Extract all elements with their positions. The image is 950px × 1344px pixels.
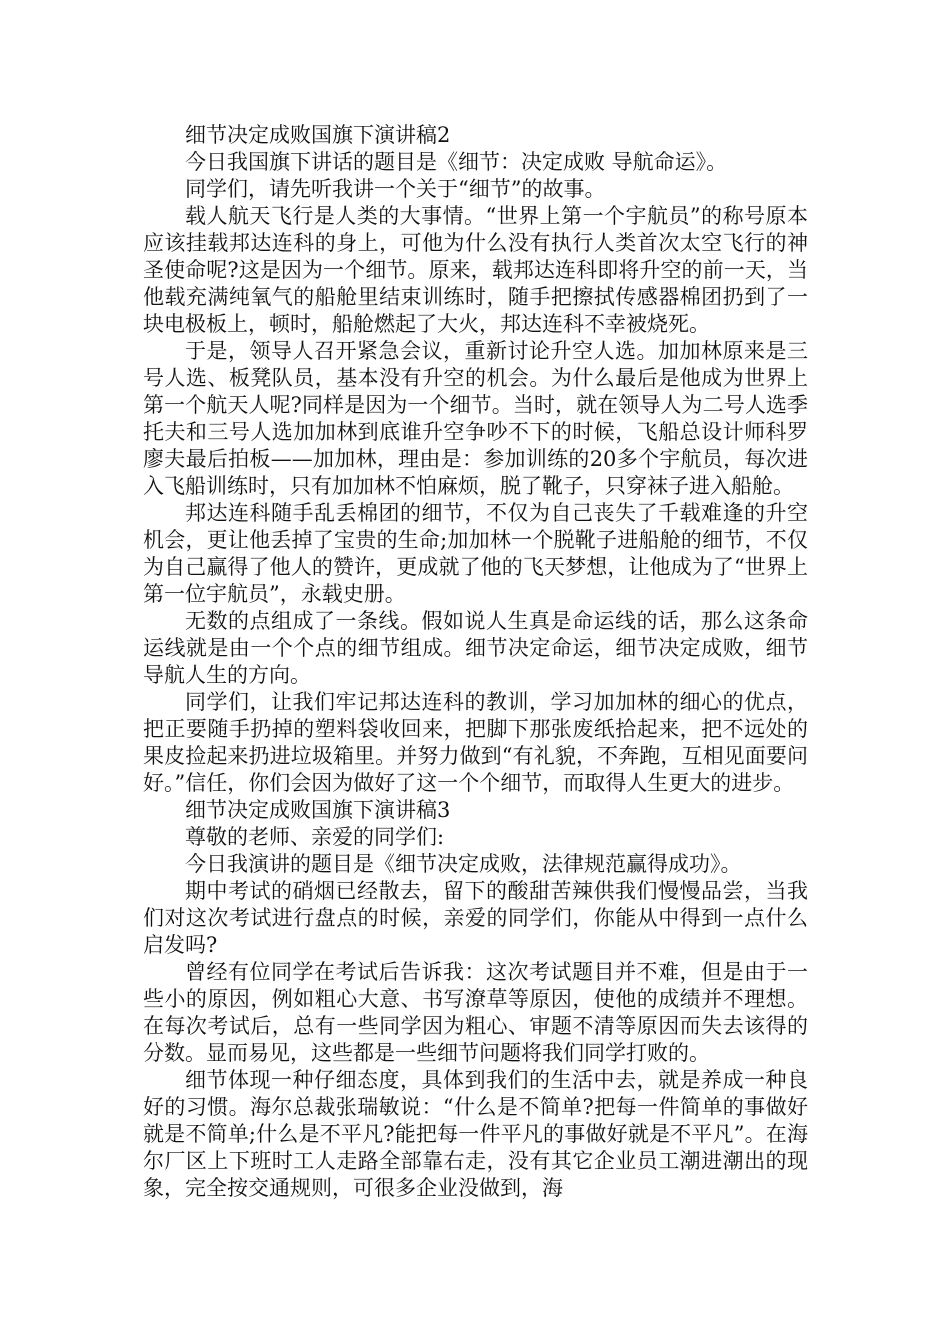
paragraph: 期中考试的硝烟已经散去，留下的酸甜苦辣供我们慢慢品尝，当我们对这次考试进行盘点的时候，亲爱的同学们，你能从中得到一点什么启发吗? [143, 879, 808, 957]
paragraph: 尊敬的老师、亲爱的同学们: [185, 825, 445, 849]
paragraph: 邦达连科随手乱丢棉团的细节，不仅为自己丧失了千载难逢的升空机会，更让他丢掉了宝贵的生命;加加林一个脱靴子进船舱的细节，不仅为自己赢得了他人的赞许，更成就了他的飞天梦想，让他成为了“世界上第一位宇航员”，永载史册。 [143, 501, 808, 606]
paragraph: 无数的点组成了一条线。假如说人生真是命运线的话，那么这条命运线就是由一个个点的细节组成。细节决定命运，细节决定成败，细节导航人生的方向。 [143, 609, 808, 687]
paragraph: 今日我演讲的题目是《细节决定成败，法律规范赢得成功》。 [185, 852, 742, 876]
paragraph: 于是，领导人召开紧急会议，重新讨论升空人选。加加林原来是三号人选、板凳队员，基本没有升空的机会。为什么最后是他成为世界上第一个航天人呢?同样是因为一个细节。当时，就在领导人为二号人选季托夫和三号人选加加林到底谁升空争吵不下的时候，飞船总设计师科罗廖夫最后拍板——加加林，理由是：参加训练的20多个宇航员，每次进入飞船训练时，只有加加林不怕麻烦，脱了靴子，只穿袜子进入船舱。 [143, 339, 808, 498]
section-title: 细节决定成败国旗下演讲稿3 [185, 798, 451, 822]
paragraph: 细节体现一种仔细态度，具体到我们的生活中去，就是养成一种良好的习惯。海尔总裁张瑞敏说：“什么是不简单?把每一件简单的事做好就是不简单;什么是不平凡?能把每一件平凡的事做好就是不平凡”。在海尔厂区上下班时工人走路全部靠右走，没有其它企业员工潮进潮出的现象，完全按交通规则，可很多企业没做到，海 [143, 1068, 808, 1200]
paragraph: 载人航天飞行是人类的大事情。“世界上第一个宇航员”的称号原本应该挂载邦达连科的身上，可他为什么没有执行人类首次太空飞行的神圣使命呢?这是因为一个细节。原来，载邦达连科即将升空的前一天，当他载充满纯氧气的船舱里结束训练时，随手把擦拭传感器棉团扔到了一块电极板上，顿时，船舱燃起了大火，邦达连科不幸被烧死。 [143, 204, 808, 336]
paragraph: 同学们，让我们牢记邦达连科的教训，学习加加林的细心的优点，把正要随手扔掉的塑料袋收回来，把脚下那张废纸拾起来，把不远处的果皮捡起来扔进垃圾箱里。并努力做到“有礼貌，不奔跑，互相见面要问好。”信任，你们会因为做好了这一个个细节，而取得人生更大的进步。 [143, 690, 808, 795]
paragraph: 曾经有位同学在考试后告诉我：这次考试题目并不难，但是由于一些小的原因，例如粗心大意、书写潦草等原因，使他的成绩并不理想。在每次考试后，总有一些同学因为粗心、审题不清等原因而失去该得的分数。显而易见，这些都是一些细节问题将我们同学打败的。 [143, 960, 808, 1065]
section-title: 细节决定成败国旗下演讲稿2 [185, 123, 451, 147]
document-body [143, 122, 808, 1202]
paragraph: 同学们，请先听我讲一个关于“细节”的故事。 [185, 177, 606, 201]
paragraph: 今日我国旗下讲话的题目是《细节：决定成败 导航命运》。 [185, 150, 728, 174]
